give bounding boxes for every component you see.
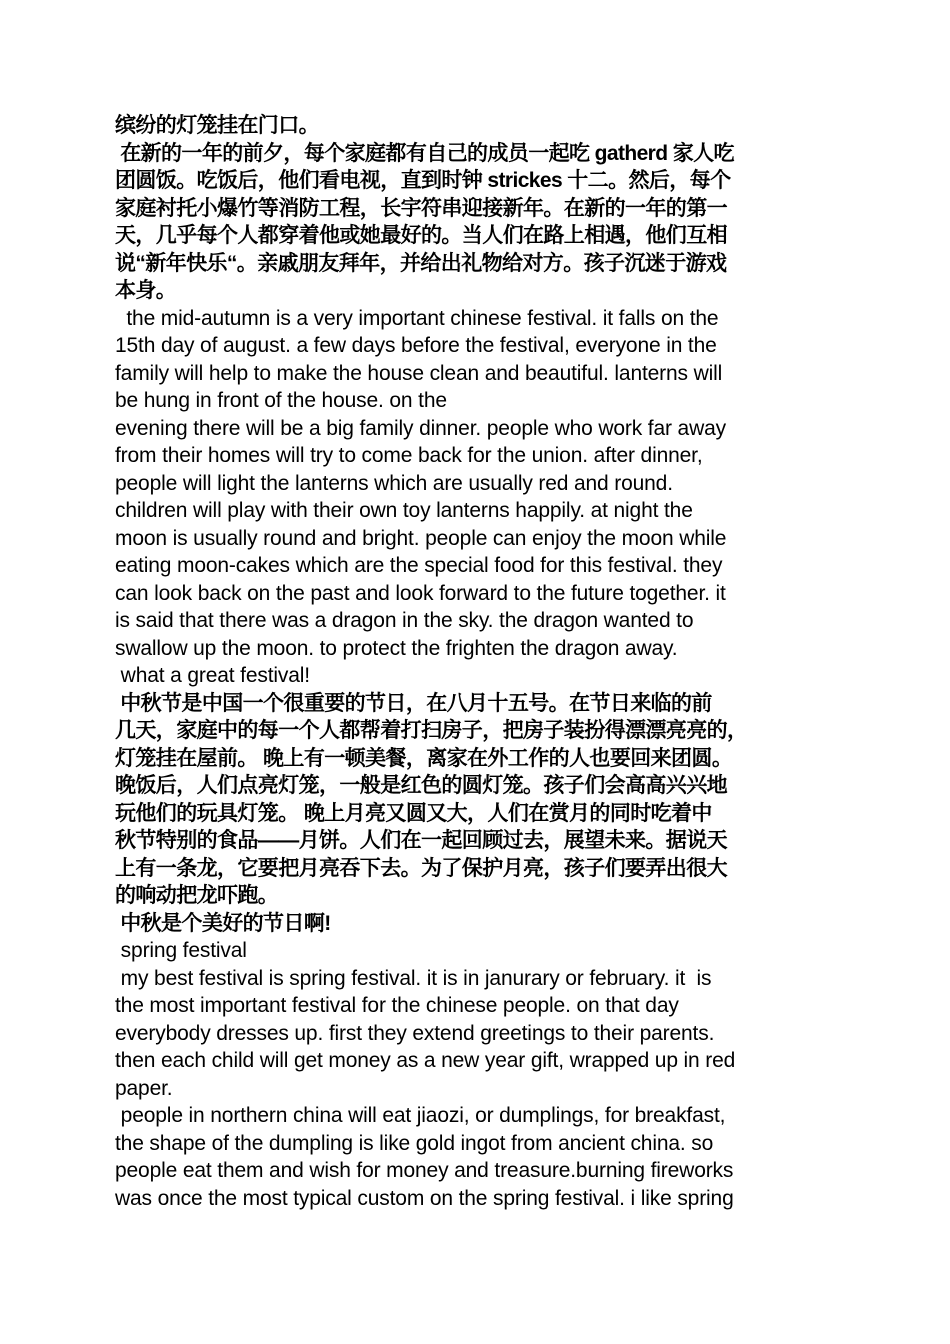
text-line: eating moon-cakes which are the special food for this festival. they [115, 554, 723, 577]
text-line: swallow up the moon. to protect the frighten the dragon away. [115, 636, 678, 660]
text-line: paper. [115, 1076, 173, 1100]
text-line: 的响动把龙吓跑。 [115, 884, 279, 907]
text-line: then each child will get money as a new year gift, wrapped up in red [115, 1049, 736, 1072]
text-line: 中秋是个美好的节日啊! [115, 911, 331, 935]
text-line: 灯笼挂在屋前。 晚上有一顿美餐，离家在外工作的人也要回来团圆。 [115, 746, 733, 770]
text-line: evening there will be a big family dinner. people who work far away [115, 416, 726, 440]
text-line: 15th day of august. a few days before the festival, everyone in the [115, 334, 717, 357]
text-line: 玩他们的玩具灯笼。 晚上月亮又圆又大，人们在赏月的同时吃着中 [115, 801, 712, 825]
text-line: 缤纷的灯笼挂在门口。 [115, 114, 319, 137]
document-page [115, 112, 855, 1212]
text-line: 在新的一年的前夕，每个家庭都有自己的成员一起吃 gatherd 家人吃 [115, 141, 734, 165]
text-line: 秋节特别的食品——月饼。人们在一起回顾过去，展望未来。据说天 [115, 829, 727, 852]
text-line: moon is usually round and bright. people can enjoy the moon while [115, 526, 727, 550]
text-line: 天，几乎每个人都穿着他或她最好的。当人们在路上相遇，他们互相 [115, 224, 727, 247]
text-line: everybody dresses up. first they extend greetings to their parents. [115, 1021, 715, 1045]
text-line: 团圆饭。吃饭后，他们看电视，直到时钟 strickes 十二。然后，每个 [115, 169, 731, 192]
text-line: spring festival [115, 939, 247, 962]
text-line: the shape of the dumpling is like gold ingot from ancient china. so [115, 1131, 714, 1155]
text-line: people will light the lanterns which are usually red and round. [115, 471, 673, 495]
text-line: 几天，家庭中的每一个人都帮着打扫房子，把房子装扮得漂漂亮亮的， [115, 719, 748, 742]
text-line: be hung in front of the house. on the [115, 389, 447, 412]
text-line: 说“新年快乐“。亲戚朋友拜年，并给出礼物给对方。孩子沉迷于游戏 [115, 251, 727, 275]
text-line: 中秋节是中国一个很重要的节日，在八月十五号。在节日来临的前 [115, 691, 712, 715]
text-line: from their homes will try to come back for the union. after dinner, [115, 444, 703, 467]
text-line: the mid-autumn is a very important chinese festival. it falls on the [115, 306, 719, 330]
text-line: is said that there was a dragon in the sky. the dragon wanted to [115, 609, 694, 632]
text-line: people eat them and wish for money and treasure.burning fireworks [115, 1159, 734, 1182]
text-line: children will play with their own toy lanterns happily. at night the [115, 499, 693, 522]
text-line: 上有一条龙，它要把月亮吞下去。为了保护月亮，孩子们要弄出很大 [115, 856, 727, 880]
text-line: the most important festival for the chinese people. on that day [115, 994, 679, 1017]
text-line: people in northern china will eat jiaozi, or dumplings, for breakfast, [115, 1104, 726, 1127]
text-line: family will help to make the house clean and beautiful. lanterns will [115, 361, 723, 385]
text-line: what a great festival! [115, 664, 310, 687]
text-line: 晚饭后，人们点亮灯笼，一般是红色的圆灯笼。孩子们会高高兴兴地 [115, 774, 727, 797]
text-line: my best festival is spring festival. it is in janurary or february. it is [115, 966, 712, 990]
text-line: can look back on the past and look forward to the future together. it [115, 581, 726, 605]
text-line: was once the most typical custom on the spring festival. i like spring [115, 1186, 734, 1210]
text-line: 家庭衬托小爆竹等消防工程，长宇符串迎接新年。在新的一年的第一 [115, 196, 727, 220]
text-line: 本身。 [115, 279, 177, 302]
